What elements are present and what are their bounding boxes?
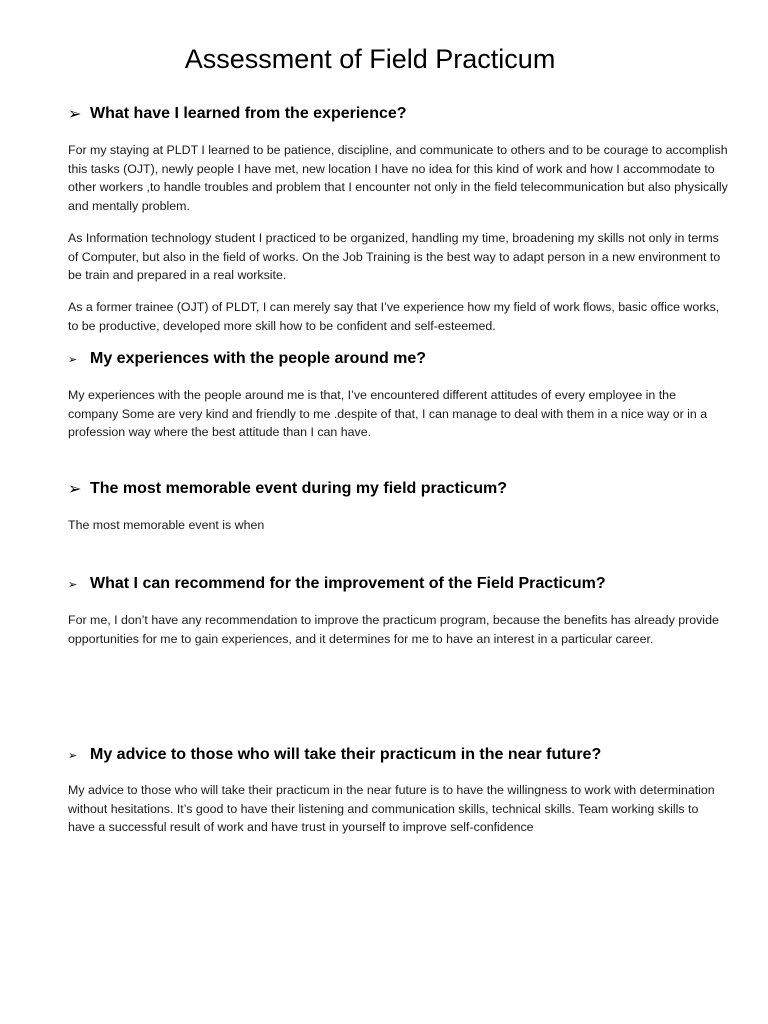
section-heading-text: What have I learned from the experience?: [90, 105, 407, 122]
paragraph: My advice to those who will take their practicum in the near future is to have the willingness to work with determination without hesitations. It’s good to have their listening and communication skills, technical skills. Team working skills to have a successful result of work and have trust in yourself to improve self-confidence: [68, 783, 715, 834]
section-heading-text: My experiences with the people around me?: [90, 350, 427, 367]
arrow-bullet-icon: ➢: [68, 106, 82, 123]
arrow-bullet-icon: ➢: [68, 353, 78, 366]
arrow-bullet-icon: ➢: [68, 578, 78, 591]
paragraph: For my staying at PLDT I learned to be patience, discipline, and communicate to others and to be courage to accomplish this tasks (OJT), newly people I have met, new location I have no idea for this kind of work and how I accommodate to other workers ,to handle troubles and problem that I encounter not only in the field telecommunication but also physically and mentally problem.: [68, 143, 728, 213]
section-heading-advice: [68, 746, 748, 764]
section-heading-text: What I can recommend for the improvement of the Field Practicum?: [90, 575, 606, 592]
paragraph: As a former trainee (OJT) of PLDT, I can merely say that I’ve experience how my field of work flows, basic office works, to be productive, developed more skill how to be confident and self-esteemed.: [68, 300, 720, 333]
paragraph: My experiences with the people around me is that, I’ve encountered different attitudes of every employee in the company Some are very kind and friendly to me .despite of that, I can manage to deal with them in a nice way or in a profession way where the best attitude than I can have.: [68, 388, 708, 439]
section-heading-recommend: [68, 575, 748, 593]
paragraph: The most memorable event is when: [68, 518, 265, 532]
section-heading-text: My advice to those who will take their practicum in the near future?: [90, 746, 602, 763]
section-heading-people: [68, 350, 748, 368]
section-heading-text: The most memorable event during my field practicum?: [90, 480, 507, 497]
section-heading-memorable: [68, 479, 748, 499]
document-title: Assessment of Field Practicum: [184, 44, 556, 74]
arrow-bullet-icon: ➢: [68, 481, 82, 498]
paragraph: For me, I don’t have any recommendation to improve the practicum program, because the benefits has already provide opportunities for me to gain experiences, and it determines for me to have an interest in a particular career.: [68, 613, 719, 646]
section-heading-learned: [68, 104, 748, 124]
paragraph: As Information technology student I practiced to be organized, handling my time, broadening my skills not only in terms of Computer, but also in the field of works. On the Job Training is the best way to adapt person in a new environment to be train and prepared in a real worksite.: [68, 231, 721, 282]
arrow-bullet-icon: ➢: [68, 749, 78, 762]
